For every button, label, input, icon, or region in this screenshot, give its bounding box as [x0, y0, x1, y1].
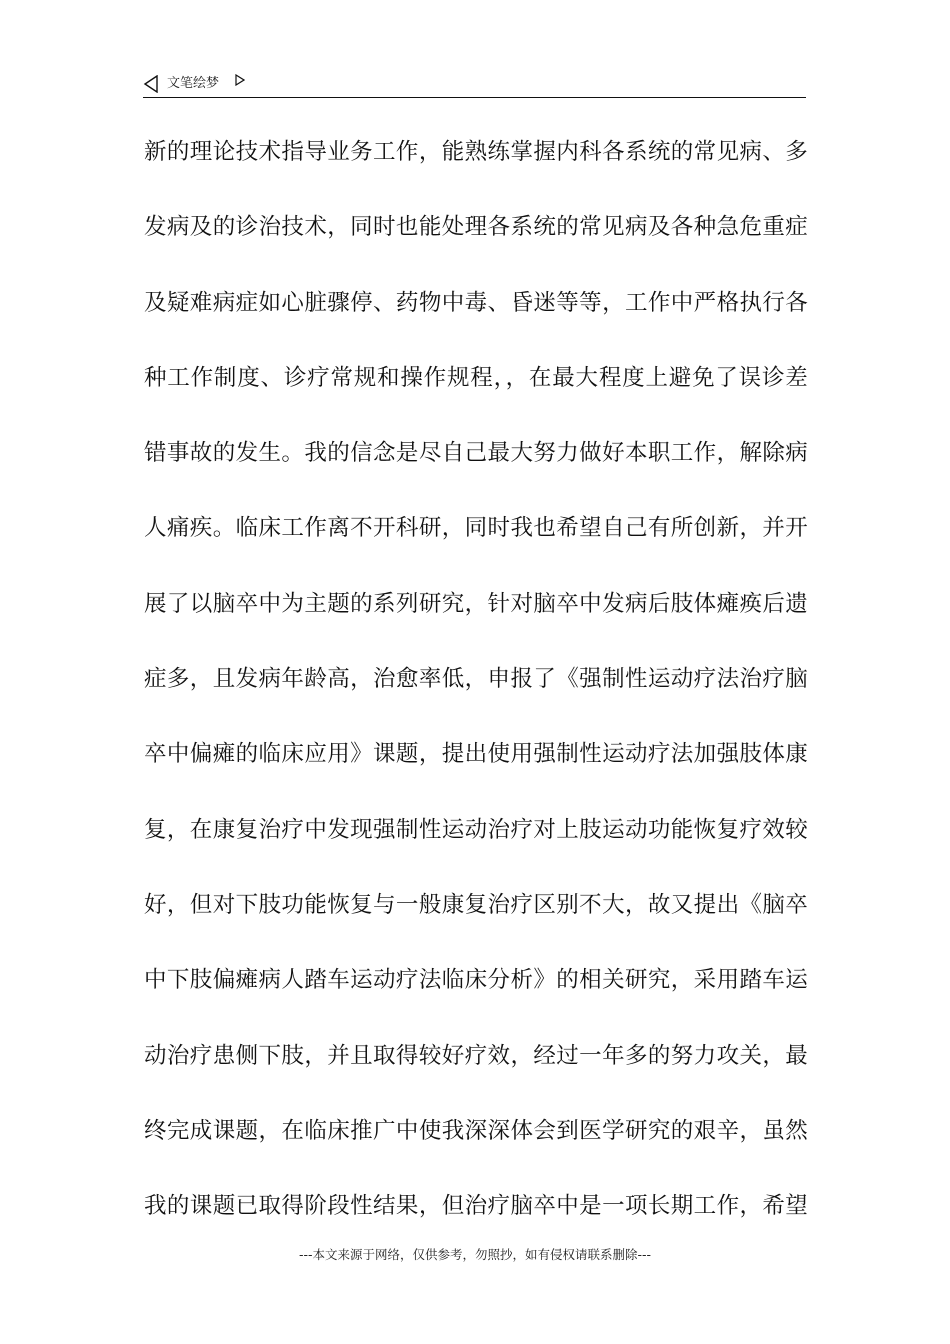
body-line: 错事故的发生。我的信念是尽自己最大努力做好本职工作，解除病	[144, 440, 808, 467]
body-line: 复，在康复治疗中发现强制性运动治疗对上肢运动功能恢复疗效较	[144, 816, 808, 843]
body-line: 及疑难病症如心脏骤停、药物中毒、昏迷等等，工作中严格执行各	[144, 289, 808, 316]
body-line: 种工作制度、诊疗常规和操作规程，，在最大程度上避免了误诊差	[144, 364, 808, 391]
left-triangle-icon	[143, 75, 159, 93]
body-line: 人痛疾。临床工作离不开科研，同时我也希望自己有所创新，并开	[144, 515, 808, 542]
document-body	[144, 128, 808, 1257]
body-line: 中下肢偏瘫病人踏车运动疗法临床分析》的相关研究，采用踏车运	[144, 967, 808, 994]
body-line: 卒中偏瘫的临床应用》课题，提出使用强制性运动疗法加强肢体康	[144, 741, 808, 768]
right-triangle-icon	[235, 74, 245, 86]
body-line: 动治疗患侧下肢，并且取得较好疗效，经过一年多的努力攻关，最	[144, 1042, 808, 1069]
body-line: 症多，且发病年龄高，治愈率低，申报了《强制性运动疗法治疗脑	[144, 666, 808, 693]
body-line: 发病及的诊治技术，同时也能处理各系统的常见病及各种急危重症	[144, 214, 808, 241]
page-header	[143, 72, 806, 98]
footer-notice: ---本文来源于网络，仅供参考，勿照抄，如有侵权请联系删除---	[298, 1247, 652, 1262]
body-line: 我的课题已取得阶段性结果，但治疗脑卒中是一项长期工作，希望	[144, 1193, 808, 1220]
body-line: 展了以脑卒中为主题的系列研究，针对脑卒中发病后肢体瘫痪后遗	[144, 590, 808, 617]
body-line: 好，但对下肢功能恢复与一般康复治疗区别不大，故又提出《脑卒	[144, 891, 808, 918]
body-line: 终完成课题，在临床推广中使我深深体会到医学研究的艰辛，虽然	[144, 1117, 808, 1144]
header-divider	[143, 97, 806, 98]
header-title: 文笔绘梦	[167, 76, 220, 91]
body-line: 新的理论技术指导业务工作，能熟练掌握内科各系统的常见病、多	[144, 139, 808, 165]
